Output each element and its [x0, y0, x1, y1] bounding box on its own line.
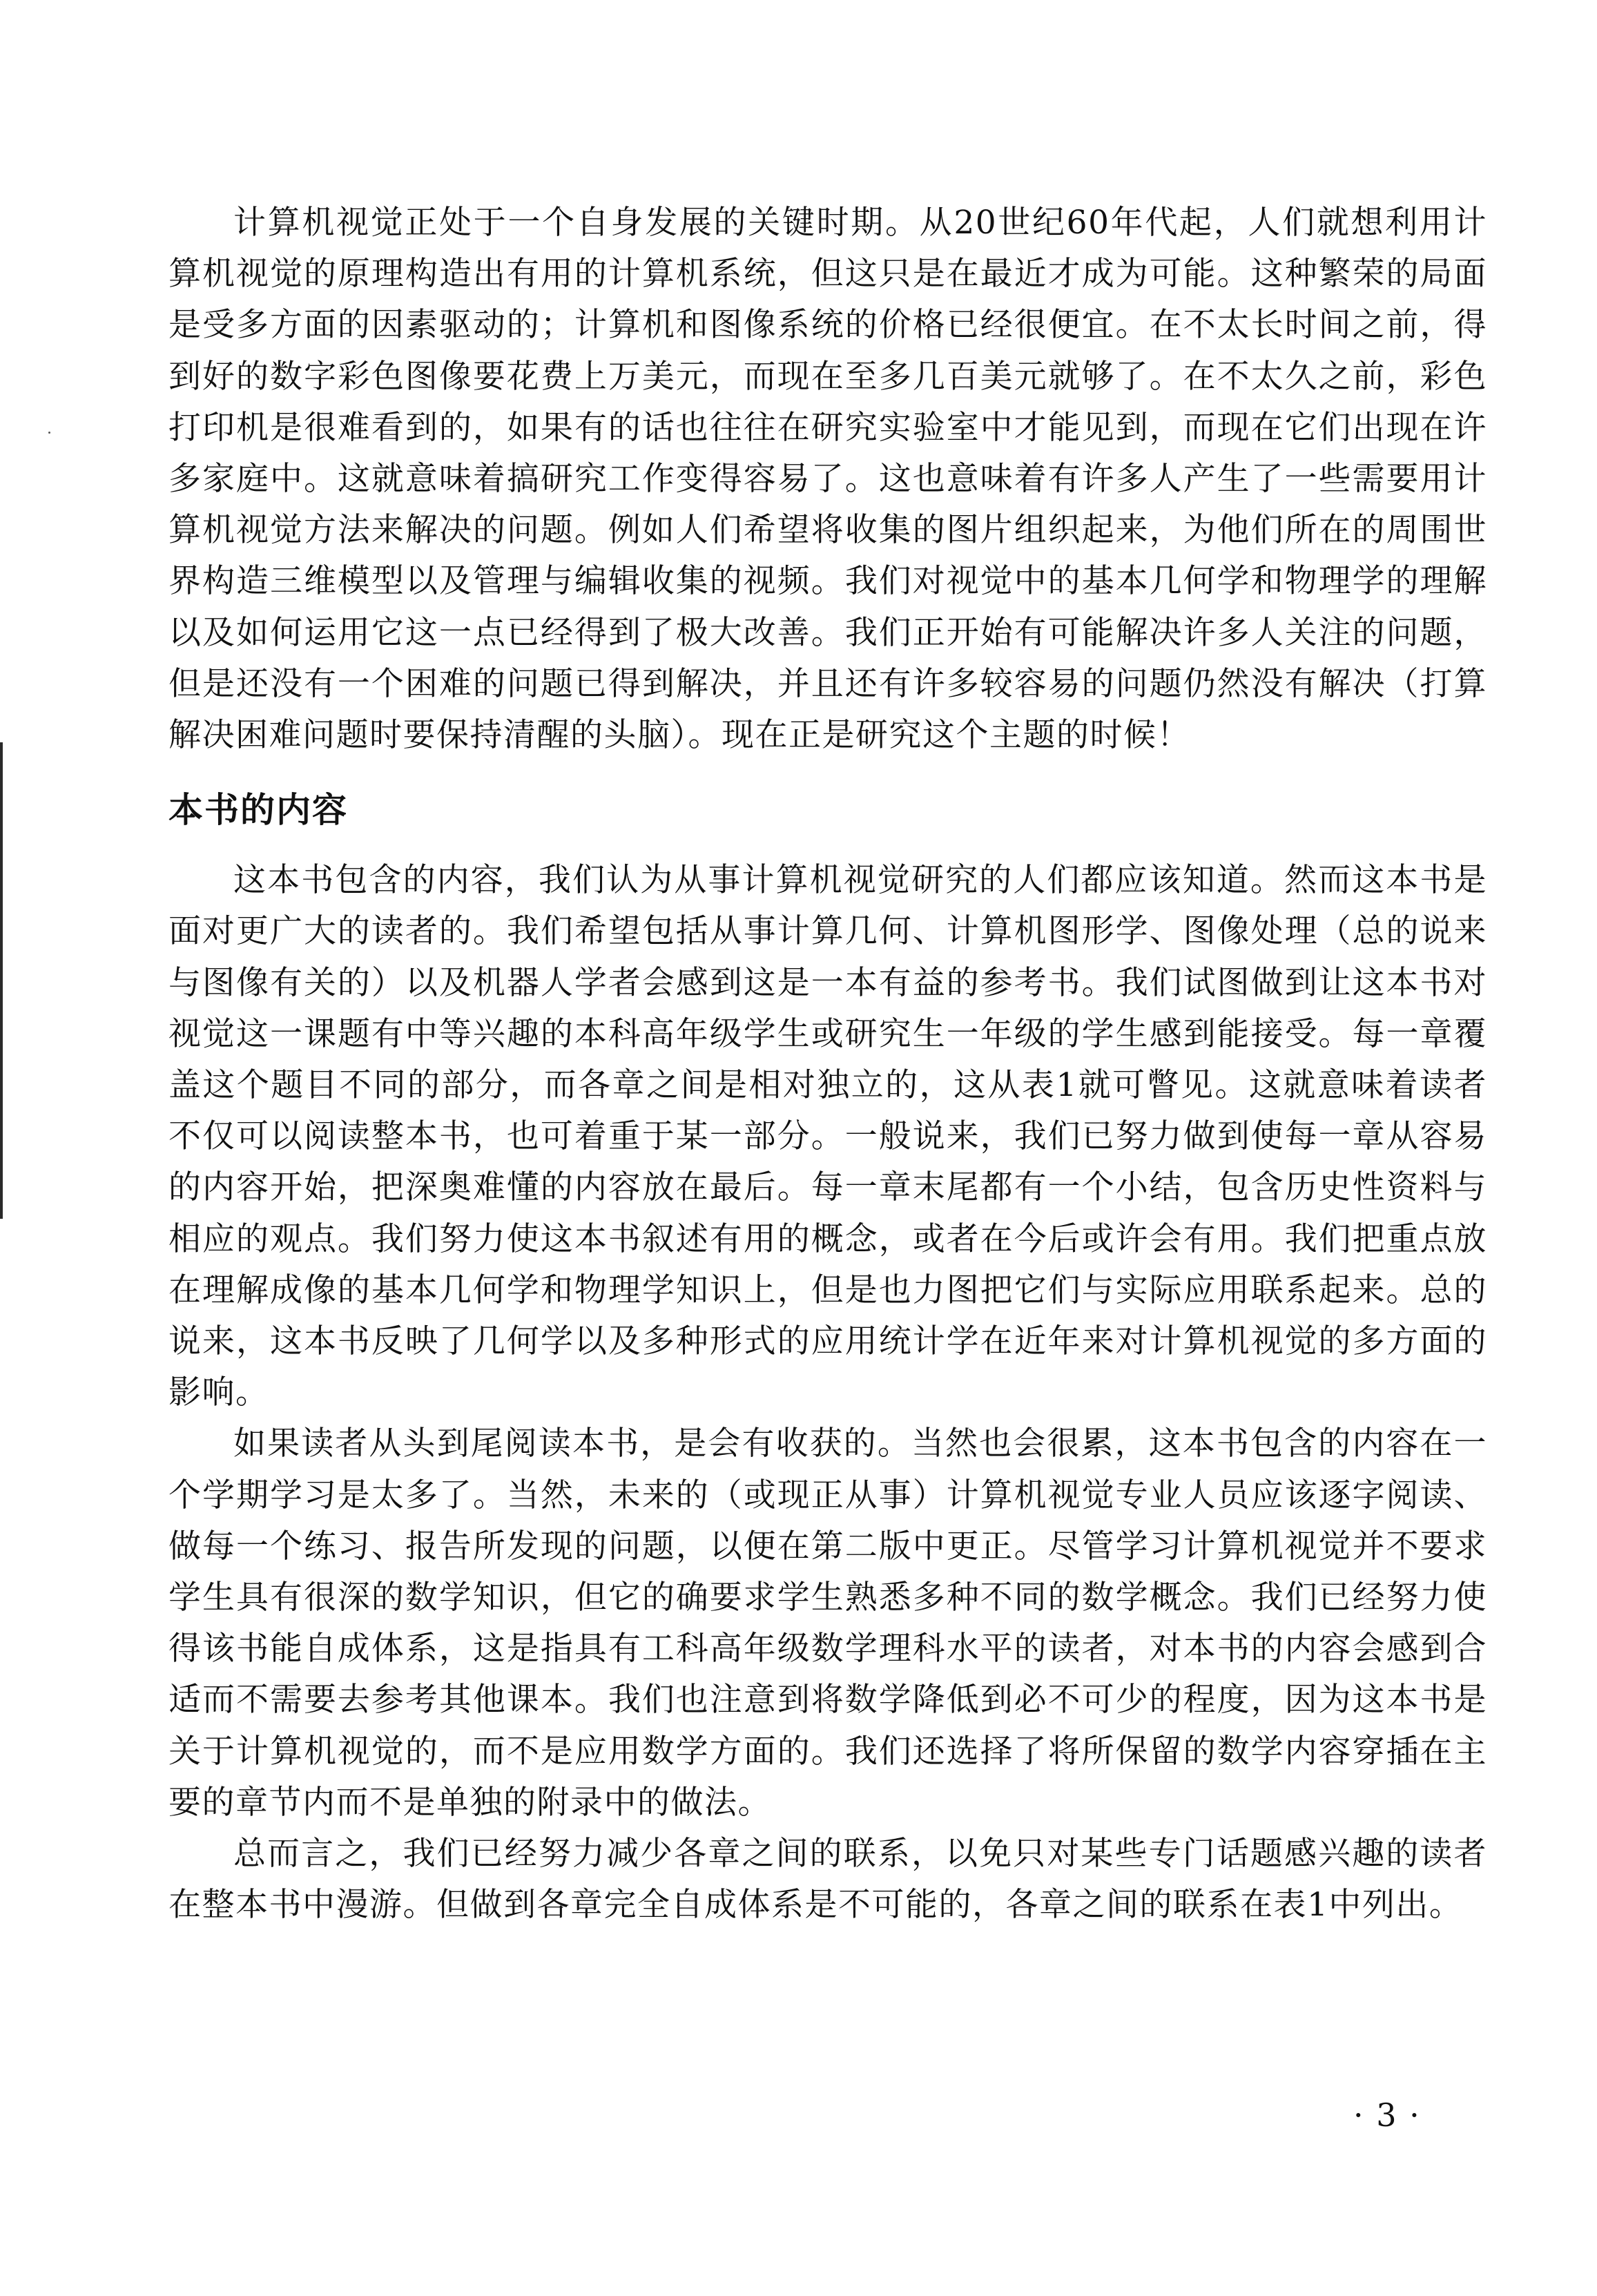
section-paragraph-3: 总而言之，我们已经努力减少各章之间的联系，以免只对某些专门话题感兴趣的读者在整本书中漫游。但做到各章完全自成体系是不可能的，各章之间的联系在表1中列出。 — [168, 1835, 1487, 1924]
section-paragraph-1: 这本书包含的内容，我们认为从事计算机视觉研究的人们都应该知道。然而这本书是面对更广大的读者的。我们希望包括从事计算几何、计算机图形学、图像处理（总的说来与图像有关的）以及机器人学者会感到这是一本有益的参考书。我们试图做到让这本书对视觉这一课题有中等兴趣的本科高年级学生或研究生一年级的学生感到能接受。每一章覆盖这个题目不同的部分，而各章之间是相对独立的，这从表1就可瞥见。这就意味着读者不仅可以阅读整本书，也可着重于某一部分。一般说来，我们已努力做到使每一章从容易的内容开始，把深奥难懂的内容放在最后。每一章末尾都有一个小结，包含历史性资料与相应的观点。我们努力使这本书叙述有用的概念，或者在今后或许会有用。我们把重点放在理解成像的基本几何学和物理学知识上，但是也力图把它们与实际应用联系起来。总的说来，这本书反映了几何学以及多种形式的应用统计学在近年来对计算机视觉的多方面的影响。 — [168, 861, 1487, 1412]
section-heading: 本书的内容 — [168, 790, 348, 831]
intro-paragraph: 计算机视觉正处于一个自身发展的关键时期。从20世纪60年代起，人们就想利用计算机视觉的原理构造出有用的计算机系统，但这只是在最近才成为可能。这种繁荣的局面是受多方面的因素驱动的；计算机和图像系统的价格已经很便宜。在不太长时间之前，得到好的数字彩色图像要花费上万美元，而现在至多几百美元就够了。在不太久之前，彩色打印机是很难看到的，如果有的话也往往在研究实验室中才能见到，而现在它们出现在许多家庭中。这就意味着搞研究工作变得容易了。这也意味着有许多人产生了一些需要用计算机视觉方法来解决的问题。例如人们希望将收集的图片组织起来，为他们所在的周围世界构造三维模型以及管理与编辑收集的视频。我们对视觉中的基本几何学和物理学的理解以及如何运用它这一点已经得到了极大改善。我们正开始有可能解决许多人关注的问题，但是还没有一个困难的问题已得到解决，并且还有许多较容易的问题仍然没有解决（打算解决困难问题时要保持清醒的头脑）。现在正是研究这个主题的时候！ — [168, 204, 1487, 755]
scan-speck — [48, 432, 50, 434]
section-paragraph-2: 如果读者从头到尾阅读本书，是会有收获的。当然也会很累，这本书包含的内容在一个学期学习是太多了。当然，未来的（或现正从事）计算机视觉专业人员应该逐字阅读、做每一个练习、报告所发现的问题，以便在第二版中更正。尽管学习计算机视觉并不要求学生具有很深的数学知识，但它的确要求学生熟悉多种不同的数学概念。我们已经努力使得该书能自成体系，这是指具有工科高年级数学理科水平的读者，对本书的内容会感到合适而不需要去参考其他课本。我们也注意到将数学降低到必不可少的程度，因为这本书是关于计算机视觉的，而不是应用数学方面的。我们还选择了将所保留的数学内容穿插在主要的章节内而不是单独的附录中的做法。 — [168, 1425, 1487, 1822]
scan-edge-mark — [0, 742, 3, 1219]
page-number: · 3 · — [1353, 2096, 1421, 2134]
page-content — [168, 197, 1487, 1931]
